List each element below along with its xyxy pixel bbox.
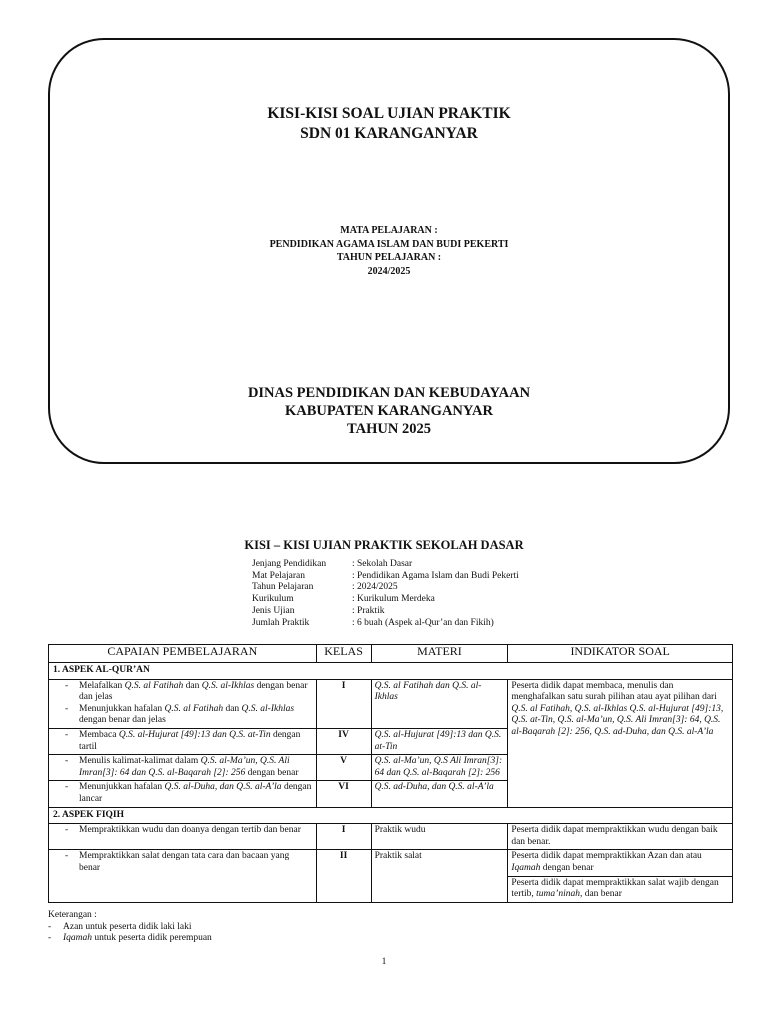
materi-cell — [371, 781, 508, 807]
cp-cell — [49, 824, 317, 850]
cp-cell — [49, 728, 317, 754]
list-item — [52, 681, 313, 704]
indikator-text: , dan benar — [579, 889, 622, 900]
info-label: Jenis Ujian — [252, 605, 295, 616]
info-value: : 2024/2025 — [352, 582, 398, 593]
cp-text-part: dengan benar dan jelas — [79, 715, 166, 726]
dash: - — [65, 782, 69, 793]
indikator-text: dengan benar — [540, 862, 594, 873]
aspek-row — [49, 807, 733, 824]
cp-cell — [49, 781, 317, 807]
indikator-italic: Q.S. al Fatihah, Q.S. al-Ikhlas Q.S. al-Hujurat [49]:13, Q.S. at-Tin, Q.S. al-Ma’un, Q.S. Ali Imran[3]: 64, Q.S. al-Baqarah [2]: 256, Q.S. ad-Duha, dan Q.S. al-A’la — [511, 703, 724, 737]
dash: - — [65, 825, 69, 836]
indikator-text: Peserta didik dapat mempraktikkan salat wajib dengan tertib, — [511, 877, 719, 900]
info-value: : Kurikulum Merdeka — [352, 594, 435, 605]
cp-text-part: dengan lancar — [79, 782, 312, 804]
header-materi: MATERI — [371, 645, 508, 663]
cp-text-part: dan — [183, 680, 202, 691]
agency-line-2: KABUPATEN KARANGANYAR — [285, 403, 493, 419]
cp-text-italic: Q.S. al-Ikhlas — [201, 680, 255, 691]
subject-label: MATA PELAJARAN : — [340, 225, 438, 236]
info-label: Tahun Pelajaran — [252, 582, 314, 593]
cp-text: Mempraktikkan salat dengan tata cara dan bacaan yang benar — [79, 851, 290, 873]
materi-cell — [371, 728, 508, 754]
cp-text-part: dengan benar dan jelas — [79, 680, 308, 703]
list-item — [52, 782, 313, 805]
cp-cell — [49, 850, 317, 902]
kelas-cell: IV — [316, 728, 371, 754]
info-row — [252, 559, 519, 571]
cp-text — [79, 730, 313, 753]
dash: - — [65, 851, 69, 862]
table-header-row — [49, 645, 733, 663]
table-row — [49, 850, 733, 876]
kisi-table — [48, 644, 733, 903]
dash: - — [65, 729, 69, 740]
materi-cell — [371, 679, 508, 728]
cp-cell — [49, 755, 317, 781]
cp-text-part: Menunjukkan hafalan — [79, 782, 165, 793]
cp-text-italic: Q.S. al-Hujurat [49]:13 dan Q.S. at-Tin — [118, 729, 271, 740]
cp-text — [79, 782, 313, 805]
note-text-part: untuk peserta didik perempuan — [92, 933, 212, 944]
note-item — [48, 933, 212, 945]
dash: - — [65, 703, 69, 714]
cp-text-italic: Q.S. al-Duha, dan Q.S. al-A’la — [164, 782, 282, 793]
note-text: Azan untuk peserta didik laki laki — [63, 921, 192, 932]
list-item — [52, 756, 313, 779]
cp-text — [79, 704, 313, 727]
aspek-fiqih: 2. ASPEK FIQIH — [49, 807, 733, 824]
cp-text-part: dan — [223, 703, 242, 714]
info-list — [252, 559, 519, 629]
agency-line-3: TAHUN 2025 — [347, 421, 431, 437]
page-number: 1 — [381, 957, 387, 967]
info-row — [252, 571, 519, 583]
list-item — [52, 730, 313, 753]
year-value: 2024/2025 — [367, 265, 411, 277]
header-indikator: INDIKATOR SOAL — [508, 645, 733, 663]
table-row — [49, 824, 733, 850]
kelas-cell: I — [316, 824, 371, 850]
indikator-cell: Peserta didik dapat mempraktikkan wudu dengan baik dan benar. — [508, 824, 733, 850]
aspek-row — [49, 663, 733, 680]
cp-text-part: Menunjukkan hafalan — [79, 703, 165, 714]
info-value: : 6 buah (Aspek al-Qur’an dan Fikih) — [352, 617, 494, 628]
info-row — [252, 594, 519, 606]
info-label: Mat Pelajaran — [252, 570, 306, 581]
dash: - — [48, 921, 52, 932]
year-label: TAHUN PELAJARAN : — [336, 252, 442, 263]
cover-agency — [50, 384, 728, 438]
notes — [48, 910, 212, 945]
cp-text — [79, 756, 313, 779]
info-row — [252, 582, 519, 594]
list-item — [52, 851, 313, 874]
info-label: Jenjang Pendidikan — [252, 559, 327, 569]
cover-title-line-1: KISI-KISI SOAL UJIAN PRAKTIK — [267, 105, 511, 122]
cp-text-part: dengan benar — [245, 767, 299, 778]
notes-title: Keterangan : — [48, 910, 97, 920]
cp-text — [79, 681, 313, 704]
indikator-text: Peserta didik dapat mempraktikkan Azan dan atau — [511, 851, 702, 862]
note-item — [48, 922, 212, 934]
section-title: KISI – KISI UJIAN PRAKTIK SEKOLAH DASAR — [244, 538, 524, 552]
dash: - — [65, 680, 69, 691]
table-row — [49, 679, 733, 728]
kelas-cell: V — [316, 755, 371, 781]
cp-text: Mempraktikkan wudu dan doanya dengan tertib dan benar — [79, 825, 301, 836]
cp-text-part: dengan tartil — [79, 729, 301, 752]
info-row — [252, 606, 519, 618]
aspek-quran: 1. ASPEK AL-QUR’AN — [49, 663, 733, 680]
cp-text-italic: Q.S. al Fatihah — [124, 680, 184, 691]
info-label: Jumlah Praktik — [252, 617, 310, 628]
cp-text-italic: Q.S. al-Ikhlas — [241, 703, 295, 714]
indikator-cell — [508, 679, 733, 807]
cp-text-part: Melafalkan — [79, 680, 125, 691]
info-value: : Praktik — [352, 605, 385, 616]
kelas-cell: I — [316, 679, 371, 728]
header-kelas: KELAS — [316, 645, 371, 663]
header-capaian: CAPAIAN PEMBELAJARAN — [49, 645, 317, 663]
materi-text: Q.S. al-Hujurat [49]:13 dan Q.S. at-Tin — [374, 729, 502, 752]
note-italic: Iqamah — [63, 933, 93, 944]
agency-line-1: DINAS PENDIDIKAN DAN KEBUDAYAAN — [247, 385, 531, 401]
info-label: Kurikulum — [252, 594, 294, 605]
indikator-italic: tuma’ninah — [536, 889, 580, 900]
cp-text-part: Membaca — [79, 729, 119, 740]
indikator-italic: Iqamah — [511, 862, 541, 873]
kelas-cell: II — [316, 850, 371, 902]
materi-cell: Praktik salat — [371, 850, 508, 902]
info-value: : Pendidikan Agama Islam dan Budi Pekerti — [352, 570, 519, 581]
cover-frame — [48, 38, 730, 464]
cover-title — [50, 104, 728, 144]
info-row — [252, 618, 519, 630]
materi-text: Q.S. al Fatihah dan Q.S. al-Ikhlas — [374, 680, 482, 703]
cp-text-part: Menulis kalimat-kalimat dalam — [79, 756, 201, 767]
materi-cell: Praktik wudu — [371, 824, 508, 850]
cp-text-italic: Q.S. al-Ma’un, Q.S. Ali Imran[3]: 64 dan Q.S. al-Baqarah [2]: 256 — [79, 756, 290, 778]
list-item — [52, 704, 313, 727]
cp-text-italic: Q.S. al Fatihah — [164, 703, 224, 714]
cover-title-line-2: SDN 01 KARANGANYAR — [300, 125, 478, 142]
dash: - — [48, 933, 52, 944]
dash: - — [65, 756, 69, 767]
note-text — [63, 933, 212, 945]
indikator-text: Peserta didik dapat membaca, menulis dan menghafalkan satu surah pilihan atau ayat pilihan dari — [511, 680, 717, 703]
list-item — [52, 825, 313, 837]
materi-text: Q.S. ad-Duha, dan Q.S. al-A’la — [374, 782, 494, 793]
kelas-cell: VI — [316, 781, 371, 807]
cp-cell — [49, 679, 317, 728]
materi-cell — [371, 755, 508, 781]
indikator-cell — [508, 850, 733, 876]
materi-text: Q.S. al-Ma’un, Q.S Ali Imran[3]: 64 dan Q.S. al-Baqarah [2]: 256 — [374, 756, 503, 778]
cover-subject-block — [50, 224, 728, 278]
indikator-cell — [508, 876, 733, 902]
subject-value: PENDIDIKAN AGAMA ISLAM DAN BUDI PEKERTI — [269, 238, 509, 250]
info-value: : Sekolah Dasar — [352, 559, 413, 569]
